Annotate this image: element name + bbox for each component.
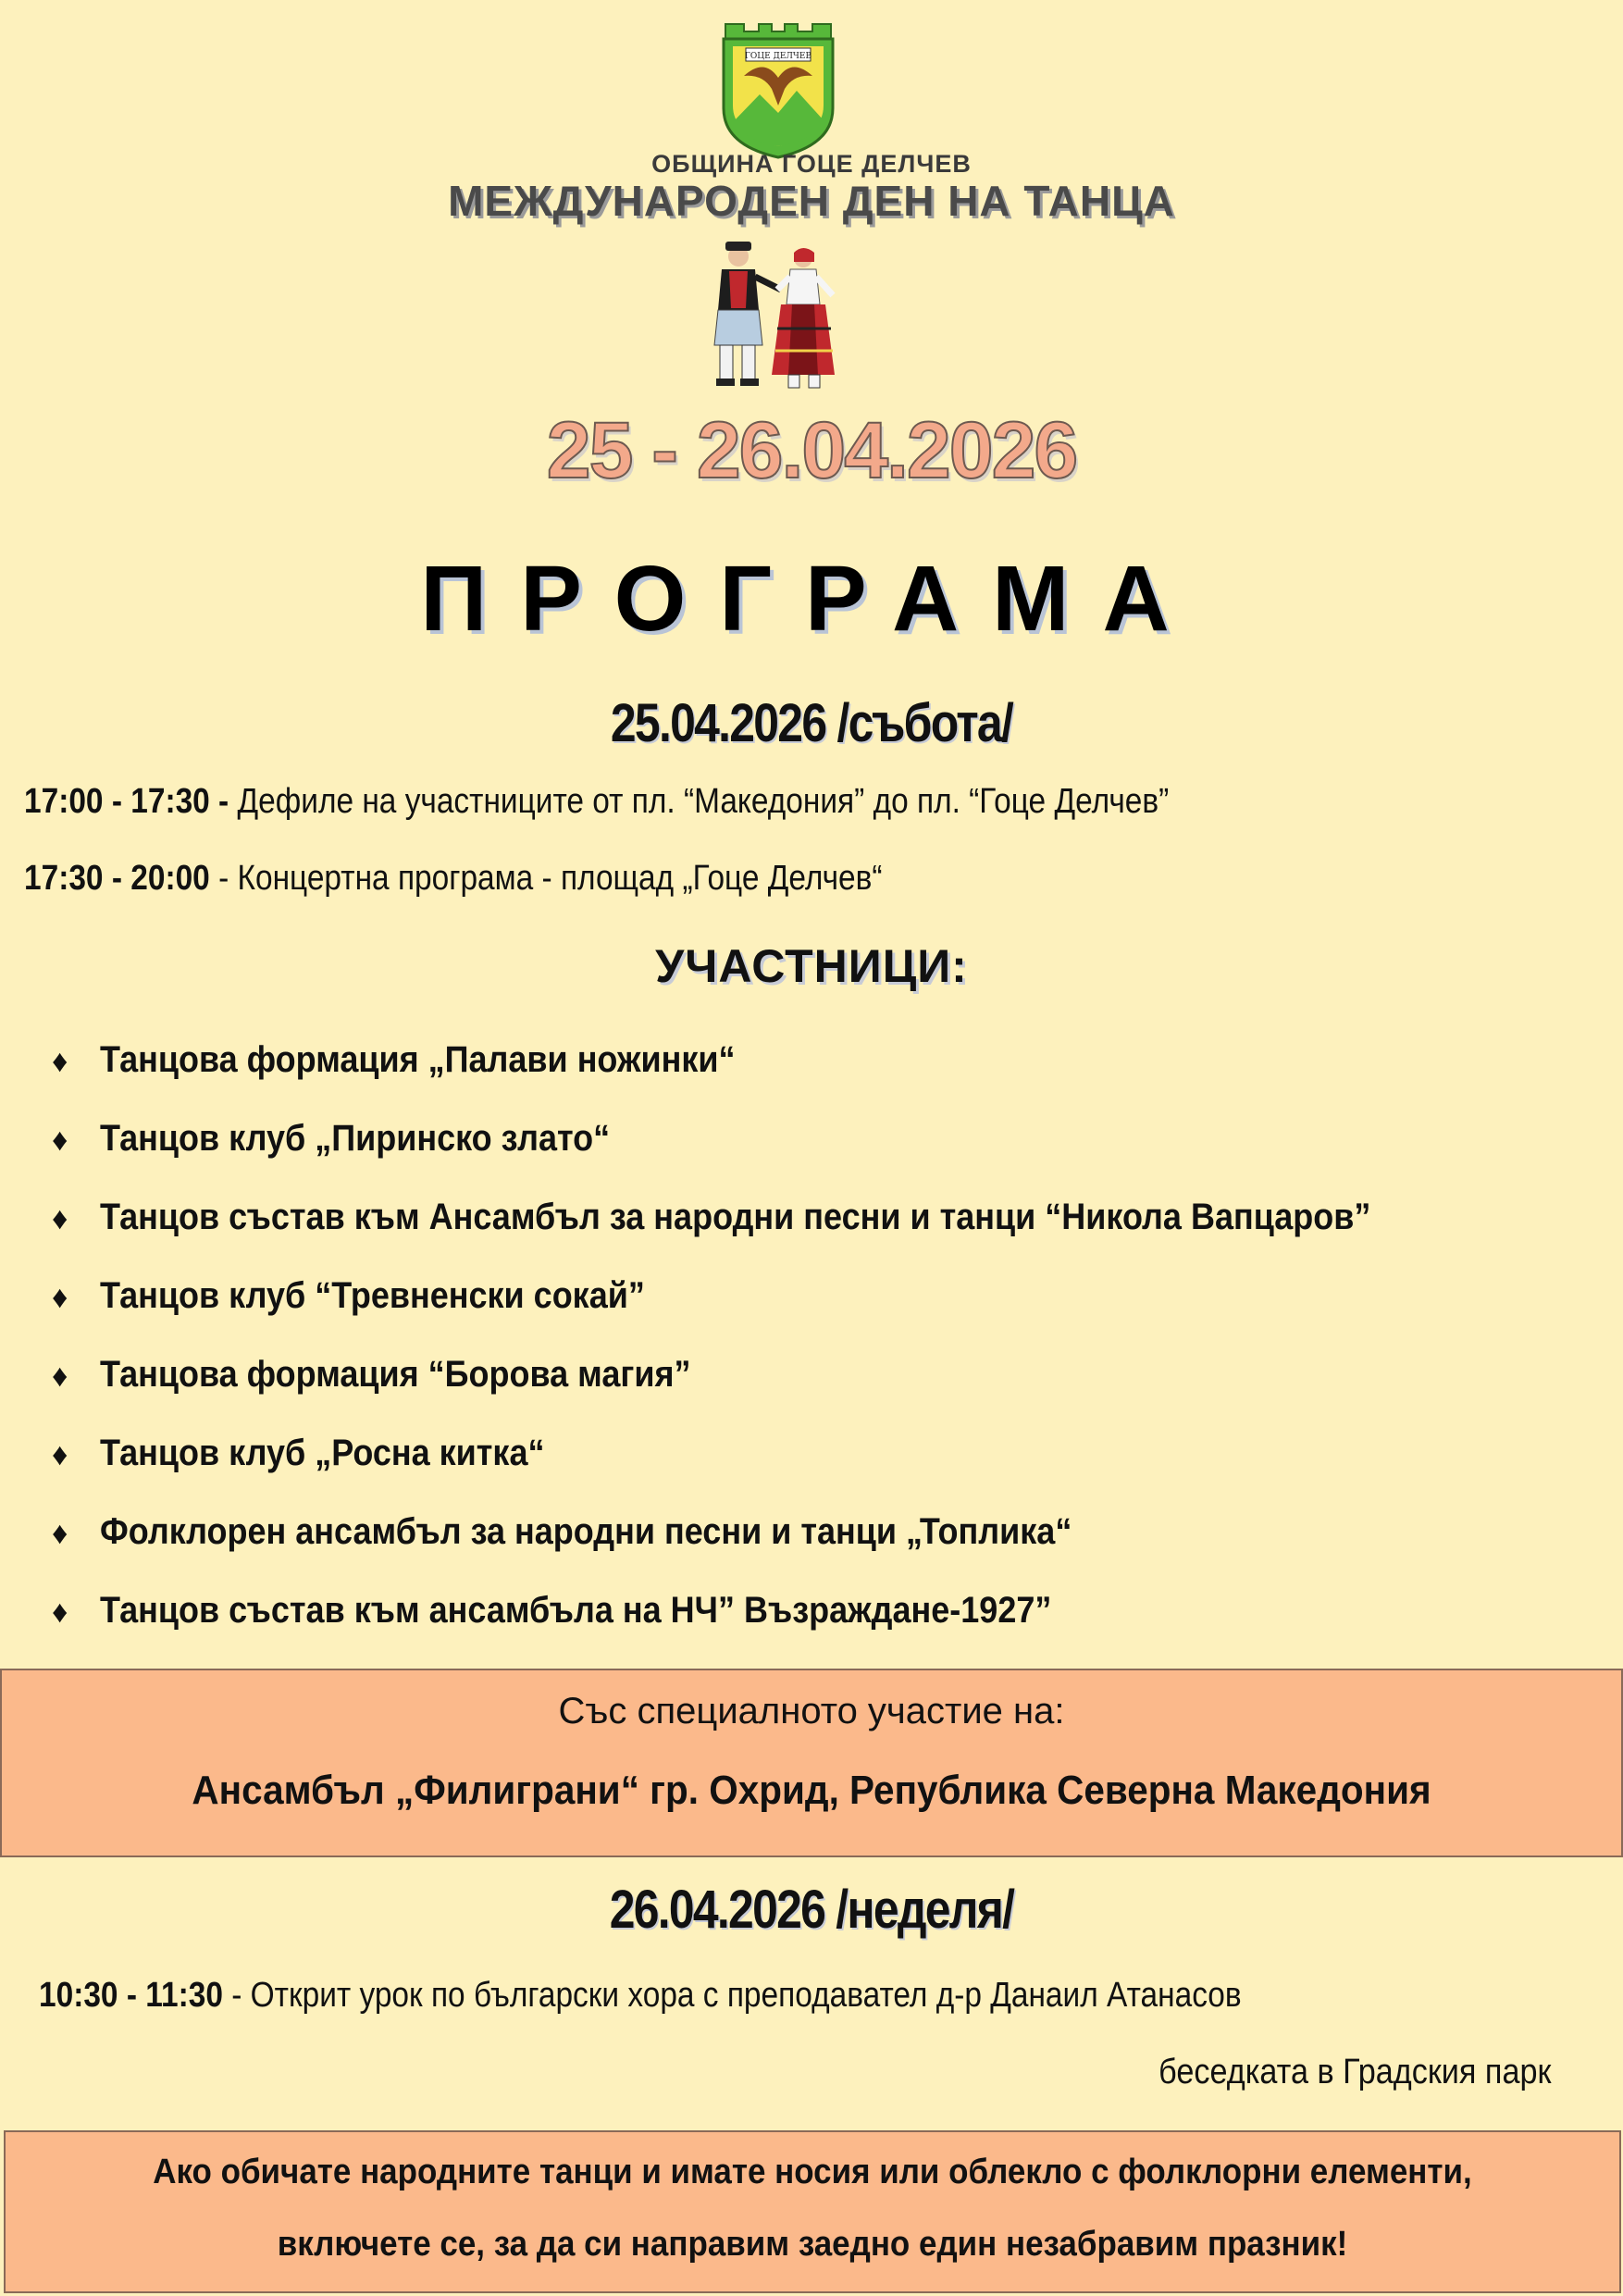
- invitation-box: [4, 2130, 1621, 2293]
- event-date-range: 25 - 26.04.2026: [546, 406, 1077, 495]
- schedule-item: [39, 1976, 1242, 2016]
- participant-name: Танцова формация “Борова магия”: [100, 1354, 691, 1395]
- schedule-time: 10:30 - 11:30: [39, 1976, 223, 2015]
- diamond-bullet-icon: ♦: [52, 1280, 68, 1315]
- list-item: [52, 1189, 1606, 1268]
- special-guest-box: [0, 1669, 1623, 1857]
- schedule-location: беседката в Градския парк: [1158, 2053, 1551, 2091]
- participant-name: Танцов клуб „Росна китка“: [100, 1433, 545, 1473]
- schedule-text: Дефиле на участниците от пл. “Македония” до пл. “Гоце Делчев”: [229, 782, 1170, 821]
- crest-text: ГОЦЕ ДЕЛЧЕВ: [744, 52, 812, 61]
- diamond-bullet-icon: ♦: [52, 1123, 68, 1158]
- list-item: [52, 1582, 1606, 1661]
- schedule-time: 17:30 - 20:00: [24, 859, 210, 898]
- program-title: ПРОГРАМА: [420, 547, 1203, 651]
- invitation-text-line: включете се, за да си направим заедно един незабравим празник!: [277, 2225, 1348, 2264]
- participants-heading: УЧАСТНИЦИ:: [655, 940, 968, 992]
- schedule-time: 17:00 - 17:30 -: [24, 782, 229, 821]
- special-guest-name: Ансамбъл „Филиграни“ гр. Охрид, Република Северна Македония: [192, 1768, 1431, 1813]
- schedule-text: - Открит урок по български хора с преподавател д-р Данаил Атанасов: [222, 1976, 1242, 2015]
- list-item: [52, 1504, 1606, 1582]
- participant-name: Танцов състав към ансамбъла на НЧ” Възраждане-1927”: [100, 1590, 1052, 1631]
- participant-name: Танцова формация „Палави ножинки“: [100, 1039, 736, 1080]
- list-item: [52, 1111, 1606, 1189]
- participant-name: Фолклорен ансамбъл за народни песни и танци „Топлика“: [100, 1511, 1072, 1552]
- folk-dancers-illustration: [685, 236, 870, 393]
- diamond-bullet-icon: ♦: [52, 1595, 68, 1630]
- schedule-text: - Концертна програма - площад „Гоце Делчев“: [209, 859, 883, 898]
- day1-heading: 25.04.2026 /събота/: [610, 693, 1013, 753]
- participants-list: [52, 1032, 1606, 1661]
- day2-heading: 26.04.2026 /неделя/: [609, 1880, 1014, 1940]
- schedule-item: [24, 859, 883, 899]
- participant-name: Танцов състав към Ансамбъл за народни песни и танци “Никола Вапцаров”: [100, 1197, 1371, 1237]
- diamond-bullet-icon: ♦: [52, 1437, 68, 1472]
- list-item: [52, 1425, 1606, 1504]
- municipality-name: ОБЩИНА ГОЦЕ ДЕЛЧЕВ: [651, 150, 972, 178]
- special-guest-intro: Със специалното участие на:: [558, 1691, 1065, 1731]
- event-title: МЕЖДУНАРОДЕН ДЕН НА ТАНЦА: [448, 177, 1175, 225]
- list-item: [52, 1032, 1606, 1111]
- participant-name: Танцов клуб „Пиринско злато“: [100, 1118, 611, 1159]
- invitation-text-line: Ако обичате народните танци и имате носия или облекло с фолклорни елементи,: [153, 2153, 1472, 2191]
- diamond-bullet-icon: ♦: [52, 1359, 68, 1394]
- diamond-bullet-icon: ♦: [52, 1516, 68, 1551]
- diamond-bullet-icon: ♦: [52, 1044, 68, 1079]
- schedule-item: [24, 782, 1169, 822]
- participant-name: Танцов клуб “Тревненски сокай”: [100, 1275, 645, 1316]
- municipality-crest-logo: [718, 20, 838, 159]
- diamond-bullet-icon: ♦: [52, 1201, 68, 1236]
- list-item: [52, 1268, 1606, 1347]
- list-item: [52, 1347, 1606, 1425]
